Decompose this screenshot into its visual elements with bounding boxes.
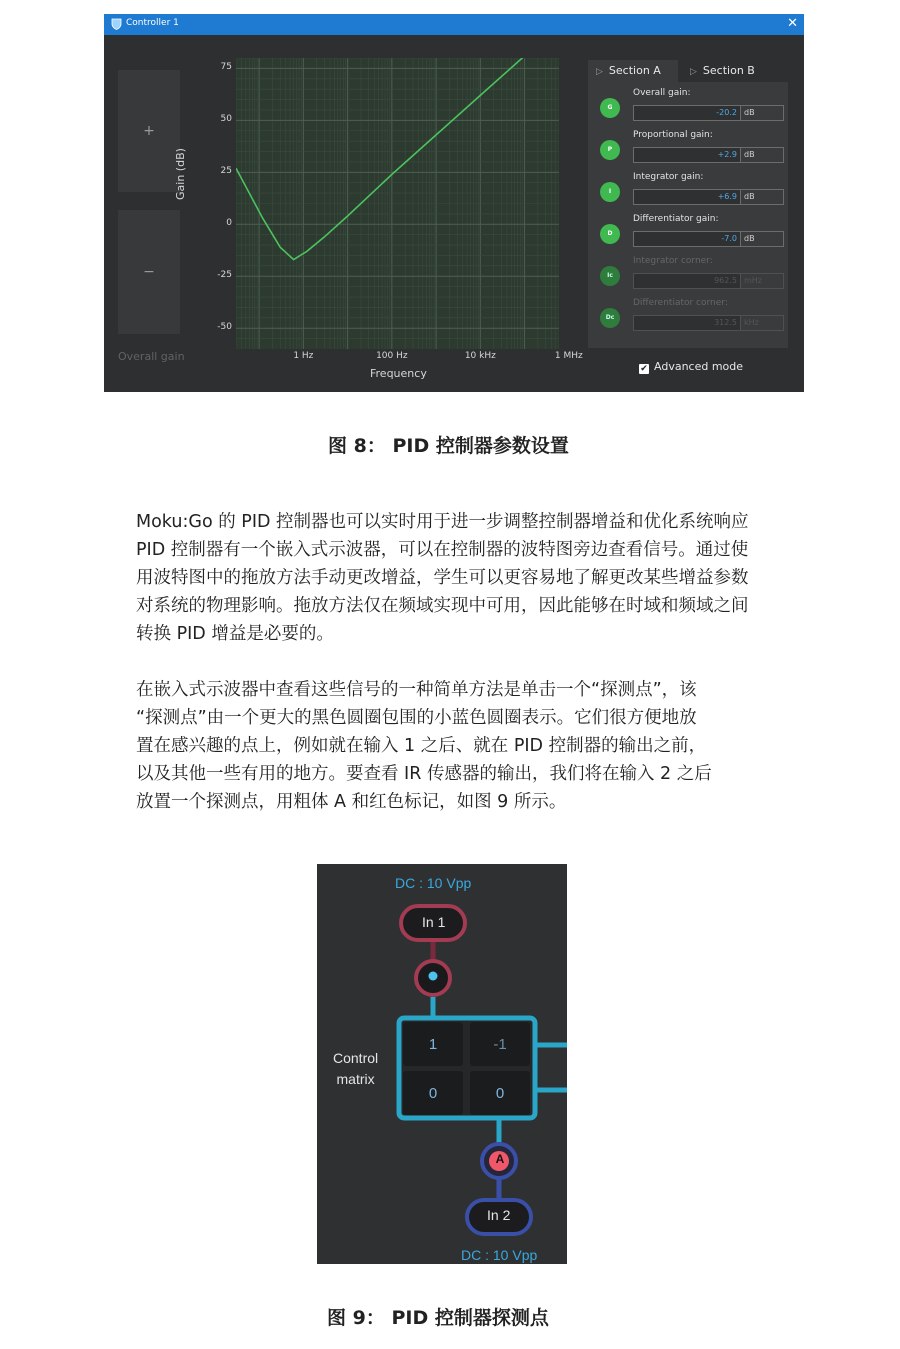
advanced-mode-checkbox[interactable] [639, 360, 743, 374]
figure-8-caption: 图 8： PID 控制器参数设置 [328, 435, 569, 457]
tab-section-a[interactable] [588, 60, 678, 82]
param-label: Differentiator corner: [633, 298, 728, 308]
param-row-proportional-gain [588, 128, 788, 170]
param-unit: dB [741, 147, 784, 163]
param-row-differentiator-gain [588, 212, 788, 254]
paragraph-2 [136, 676, 712, 816]
y-tick-label: -50 [217, 322, 232, 333]
param-unit: mHz [741, 273, 784, 289]
param-row-integrator-corner [588, 254, 788, 296]
y-axis-label: Gain (dB) [174, 148, 187, 200]
param-value-input[interactable]: 962.5 [633, 273, 741, 289]
y-tick-label: 0 [226, 218, 232, 229]
matrix-value: 1 [428, 1036, 438, 1053]
param-row-differentiator-corner [588, 296, 788, 338]
tab-label: Section B [702, 64, 755, 77]
y-tick-label: 50 [220, 114, 232, 125]
control-matrix-label [333, 1048, 378, 1090]
window-titlebar [104, 14, 804, 35]
param-badge-icon[interactable]: D [600, 224, 620, 244]
pid-parameter-panel [588, 82, 788, 348]
param-label: Differentiator gain: [633, 214, 719, 224]
bode-plot[interactable] [236, 58, 559, 349]
play-outline-icon: ▷ [596, 67, 603, 77]
decrease-gain-button[interactable]: − [118, 210, 180, 334]
tab-section-b[interactable] [682, 60, 774, 82]
paragraph-1 [136, 508, 749, 648]
probe-a-label: A [495, 1152, 505, 1166]
control-matrix-label-line: Control [333, 1050, 379, 1066]
param-badge-icon[interactable]: G [600, 98, 620, 118]
figure-9-caption: 图 9： PID 控制器探测点 [327, 1307, 549, 1329]
input-2-range: DC : 10 Vpp [461, 1247, 538, 1263]
param-badge-icon[interactable]: I [600, 182, 620, 202]
param-label: Integrator gain: [633, 172, 704, 182]
param-unit: dB [741, 189, 784, 205]
text-line: “探测点”由一个更大的黑色圆圈包围的小蓝色圆圈表示。它们很方便地放 [136, 708, 697, 728]
window-title: Controller 1 [126, 18, 179, 28]
param-label: Overall gain: [633, 88, 691, 98]
param-label: Proportional gain: [633, 130, 713, 140]
input-1-label: In 1 [422, 914, 446, 930]
param-unit: dB [741, 105, 784, 121]
param-value-input[interactable]: +2.9 [633, 147, 741, 163]
param-value-input[interactable]: +6.9 [633, 189, 741, 205]
y-tick-label: 75 [220, 62, 232, 73]
section-tabs [588, 60, 788, 82]
x-tick-label: 1 MHz [554, 351, 583, 361]
text-line: Moku:Go 的 PID 控制器也可以实时用于进一步调整控制器增益和优化系统响应 [136, 512, 749, 532]
param-value-input[interactable]: 312.5 [633, 315, 741, 331]
param-badge-icon[interactable]: P [600, 140, 620, 160]
text-line: PID 控制器有一个嵌入式示波器，可以在控制器的波特图旁边查看信号。通过使 [136, 540, 749, 560]
x-axis-label: Frequency [370, 367, 427, 380]
advanced-mode-label: Advanced mode [654, 360, 744, 373]
gain-curve [236, 58, 546, 260]
input-1-range: DC : 10 Vpp [395, 875, 472, 891]
app-logo-icon [111, 18, 122, 30]
play-outline-icon: ▷ [690, 67, 697, 77]
checkbox-checked-icon: ✔ [640, 364, 648, 374]
param-value-input[interactable]: -7.0 [633, 231, 741, 247]
text-line: 对系统的物理影响。拖放方法仅在频域实现中可用，因此能够在时域和频域之间 [136, 596, 749, 616]
y-tick-label: -25 [217, 270, 232, 281]
tab-label: Section A [608, 64, 661, 77]
text-line: 以及其他一些有用的地方。要查看 IR 传感器的输出，我们将在输入 2 之后 [136, 764, 712, 784]
probe-point-figure [317, 864, 567, 1264]
param-unit: kHz [741, 315, 784, 331]
text-line: 放置一个探测点，用粗体 A 和红色标记，如图 9 所示。 [136, 792, 567, 812]
param-badge-icon[interactable]: Ic [600, 266, 620, 286]
close-icon[interactable]: ✕ [787, 16, 798, 31]
text-line: 用波特图中的拖放方法手动更改增益，学生可以更容易地了解更改某些增益参数 [136, 568, 749, 588]
matrix-value: 0 [495, 1085, 505, 1102]
param-unit: dB [741, 231, 784, 247]
param-row-integrator-gain [588, 170, 788, 212]
text-line: 置在感兴趣的点上，例如就在输入 1 之后、就在 PID 控制器的输出之前， [136, 736, 707, 756]
param-badge-icon[interactable]: Dc [600, 308, 620, 328]
y-tick-label: 25 [220, 166, 232, 177]
overall-gain-caption: Overall gain [118, 350, 185, 363]
x-tick-label: 100 Hz [376, 351, 408, 361]
input-2-label: In 2 [487, 1207, 511, 1223]
text-line: 转换 PID 增益是必要的。 [136, 624, 334, 644]
text-line: 在嵌入式示波器中查看这些信号的一种简单方法是单击一个“探测点”，该 [136, 680, 697, 700]
param-row-overall-gain [588, 86, 788, 128]
x-tick-label: 10 kHz [464, 351, 496, 361]
increase-gain-button[interactable]: + [118, 70, 180, 192]
controller-window [104, 14, 804, 392]
matrix-value: -1 [493, 1036, 507, 1053]
param-label: Integrator corner: [633, 256, 713, 266]
param-value-input[interactable]: -20.2 [633, 105, 741, 121]
probe-dot-icon [429, 972, 438, 981]
matrix-value: 0 [428, 1085, 438, 1102]
bode-plot-svg[interactable] [236, 58, 559, 349]
control-matrix-label-line: matrix [336, 1071, 375, 1087]
x-tick-label: 1 Hz [293, 351, 314, 361]
